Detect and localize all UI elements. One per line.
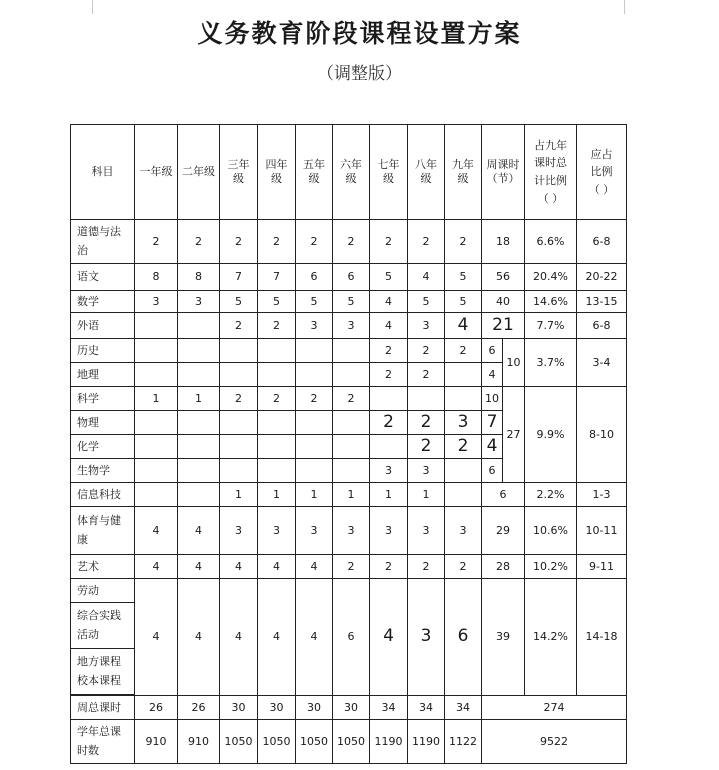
grade-cell: 4 [220,579,258,696]
grade-cell [135,435,178,459]
ratio-cell: 3.7% [525,339,577,387]
range-cell: 9-11 [577,555,627,579]
grade-cell: 26 [178,696,220,720]
subject-cell: 历史 [71,339,135,363]
weekly-total-cell: 40 [482,291,525,313]
grade-cell [333,339,370,363]
grade-cell: 2 [370,411,408,435]
weekly-total-cell: 6 [482,483,525,507]
grade-cell: 2 [220,313,258,339]
grade-cell: 4 [178,579,220,696]
header-cell: 八年 级 [408,125,445,220]
subject-cell: 数学 [71,291,135,313]
grade-cell [135,363,178,387]
grade-cell: 5 [370,264,408,291]
grade-cell: 6 [296,264,333,291]
grade-cell [258,411,296,435]
grade-cell: 5 [445,291,482,313]
weekly-total-cell: 39 [482,579,525,696]
ratio-cell: 2.2% [525,483,577,507]
grade-cell [296,459,333,483]
grade-cell: 3 [296,313,333,339]
grade-cell: 3 [135,291,178,313]
grade-cell: 2 [258,220,296,264]
subject-cell: 艺术 [71,555,135,579]
grade-cell: 3 [333,313,370,339]
subject-cell: 物理 [71,411,135,435]
table-row [71,696,627,720]
grade-cell: 3 [258,507,296,555]
subject-cell: 信息科技 [71,483,135,507]
grade-cell [178,459,220,483]
grade-cell [135,459,178,483]
subject-cell: 语文 [71,264,135,291]
grade-cell: 910 [178,720,220,764]
grade-cell: 34 [370,696,408,720]
range-cell: 14-18 [577,579,627,696]
grade-cell: 2 [445,220,482,264]
header-cell: 一年级 [135,125,178,220]
grade-cell: 3 [370,459,408,483]
grade-cell: 3 [408,313,445,339]
grade-cell: 910 [135,720,178,764]
table-row [71,264,627,291]
grade-cell [333,363,370,387]
grade-cell [296,339,333,363]
grade-cell: 2 [333,555,370,579]
header-cell: 二年级 [178,125,220,220]
grade-cell: 30 [296,696,333,720]
grade-cell: 2 [135,220,178,264]
subject-cell: 地方课程 校本课程 [71,649,135,695]
grade-cell: 4 [296,579,333,696]
grade-cell: 2 [445,435,482,459]
grade-cell [220,435,258,459]
grade-cell: 3 [333,507,370,555]
grade-cell [296,435,333,459]
grade-cell [178,411,220,435]
range-cell: 1-3 [577,483,627,507]
grade-cell: 2 [408,411,445,435]
table-row [71,220,627,264]
grade-cell: 8 [178,264,220,291]
sub-total-cell: 7 [482,411,503,435]
grade-cell: 5 [408,291,445,313]
grade-cell: 4 [135,507,178,555]
grade-cell: 1 [296,483,333,507]
subject-cell: 道德与法 治 [71,220,135,264]
grade-cell [333,435,370,459]
table-row [71,555,627,579]
grade-cell: 30 [220,696,258,720]
grade-cell [258,459,296,483]
grade-cell [135,313,178,339]
grade-cell: 2 [370,220,408,264]
subject-cell: 周总课时 [71,696,135,720]
grade-cell [135,339,178,363]
grade-cell [445,483,482,507]
header-cell: 七年 级 [370,125,408,220]
grade-cell: 2 [220,387,258,411]
grade-cell: 6 [333,264,370,291]
sub-total-cell: 6 [482,339,503,363]
weekly-total-cell: 56 [482,264,525,291]
grade-cell: 5 [445,264,482,291]
grade-cell: 4 [296,555,333,579]
grade-cell [178,313,220,339]
ratio-cell: 9.9% [525,387,577,483]
ratio-cell: 7.7% [525,313,577,339]
header-cell: 九年 级 [445,125,482,220]
range-cell: 6-8 [577,313,627,339]
grade-cell: 4 [178,555,220,579]
header-cell: 五年 级 [296,125,333,220]
grade-cell: 30 [333,696,370,720]
subject-cell: 劳动 [71,579,135,603]
grade-cell: 3 [445,411,482,435]
subject-cell: 地理 [71,363,135,387]
header-cell: 四年 级 [258,125,296,220]
grade-cell [220,363,258,387]
grade-cell [135,411,178,435]
grade-cell: 2 [408,363,445,387]
grade-cell: 4 [135,555,178,579]
ratio-cell: 10.6% [525,507,577,555]
grade-cell: 4 [220,555,258,579]
grade-cell: 2 [370,555,408,579]
grade-cell: 30 [258,696,296,720]
grade-cell: 34 [445,696,482,720]
grade-cell: 3 [370,507,408,555]
grade-cell: 2 [296,387,333,411]
range-cell: 3-4 [577,339,627,387]
grade-cell [178,363,220,387]
grade-cell: 7 [258,264,296,291]
grade-cell: 4 [178,507,220,555]
grade-cell: 5 [333,291,370,313]
group-total-cell: 27 [503,387,525,483]
range-cell: 8-10 [577,387,627,483]
subject-cell: 化学 [71,435,135,459]
grade-cell [370,387,408,411]
grade-cell [408,387,445,411]
weekly-total-cell: 29 [482,507,525,555]
grade-cell: 1 [408,483,445,507]
range-cell: 20-22 [577,264,627,291]
grade-cell: 3 [408,507,445,555]
grade-cell: 5 [258,291,296,313]
page-title: 义务教育阶段课程设置方案 [197,19,522,48]
grade-cell: 8 [135,264,178,291]
grade-cell: 5 [296,291,333,313]
subject-cell: 体育与健 康 [71,507,135,555]
grade-cell: 2 [370,339,408,363]
grade-cell: 4 [135,579,178,696]
weekly-total-cell: 28 [482,555,525,579]
subject-cell: 综合实践 活动 [71,603,135,649]
grade-cell [333,411,370,435]
table-row [71,507,627,555]
grade-cell: 2 [178,220,220,264]
grand-total-cell: 9522 [482,720,627,764]
weekly-total-cell: 18 [482,220,525,264]
grade-cell: 1050 [258,720,296,764]
grade-cell: 6 [333,579,370,696]
ratio-cell: 6.6% [525,220,577,264]
grade-cell [220,339,258,363]
grade-cell: 4 [408,264,445,291]
grade-cell: 2 [408,220,445,264]
grade-cell: 2 [445,339,482,363]
grade-cell [296,363,333,387]
table-row [71,387,627,411]
grand-total-cell: 274 [482,696,627,720]
grade-cell: 2 [258,387,296,411]
grade-cell [178,435,220,459]
grade-cell: 1 [135,387,178,411]
grade-cell [178,339,220,363]
grade-cell: 1050 [220,720,258,764]
grade-cell [178,483,220,507]
table-row [71,483,627,507]
grade-cell: 1 [220,483,258,507]
ratio-cell: 10.2% [525,555,577,579]
sub-total-cell: 4 [482,363,503,387]
grade-cell: 2 [296,220,333,264]
page-edge-mark-right [624,0,625,14]
grade-cell [258,339,296,363]
grade-cell: 1122 [445,720,482,764]
subject-cell: 外语 [71,313,135,339]
grade-cell: 1 [333,483,370,507]
grade-cell: 4 [370,579,408,696]
range-cell: 13-15 [577,291,627,313]
grade-cell [296,411,333,435]
grade-cell: 2 [258,313,296,339]
grade-cell [370,435,408,459]
grade-cell: 4 [370,291,408,313]
grade-cell: 2 [408,339,445,363]
grade-cell: 2 [333,387,370,411]
grade-cell: 3 [178,291,220,313]
grade-cell [445,363,482,387]
page-subtitle: （调整版） [317,64,402,84]
ratio-cell: 20.4% [525,264,577,291]
grade-cell: 2 [445,555,482,579]
subject-cell: 学年总课 时数 [71,720,135,764]
sub-total-cell: 6 [482,459,503,483]
header-cell: 应占 比例 （ ） [577,125,627,220]
grade-cell [258,435,296,459]
grade-cell: 4 [258,579,296,696]
ratio-cell: 14.6% [525,291,577,313]
grade-cell: 4 [258,555,296,579]
grade-cell: 1190 [370,720,408,764]
grade-cell: 6 [445,579,482,696]
sub-total-cell: 4 [482,435,503,459]
grade-cell: 4 [370,313,408,339]
grade-cell: 2 [408,435,445,459]
grade-cell: 1050 [296,720,333,764]
grade-cell: 1050 [333,720,370,764]
range-cell: 6-8 [577,220,627,264]
ratio-cell: 14.2% [525,579,577,696]
grade-cell [445,387,482,411]
table-row [71,291,627,313]
grade-cell: 3 [408,579,445,696]
page-edge-mark-left [92,0,93,14]
grade-cell: 3 [445,507,482,555]
grade-cell [220,411,258,435]
grade-cell: 1 [258,483,296,507]
grade-cell [220,459,258,483]
grade-cell: 1 [178,387,220,411]
grade-cell: 1190 [408,720,445,764]
header-cell: 六年 级 [333,125,370,220]
grade-cell [135,483,178,507]
table-row [71,339,627,363]
weekly-total-cell: 21 [482,313,525,339]
grade-cell: 3 [408,459,445,483]
grade-cell: 2 [408,555,445,579]
grade-cell: 2 [220,220,258,264]
grade-cell [445,459,482,483]
grade-cell: 1 [370,483,408,507]
header-cell: 占九年 课时总 计比例 （ ） [525,125,577,220]
subject-cell: 生物学 [71,459,135,483]
curriculum-table [70,124,627,764]
header-cell: 科目 [71,125,135,220]
grade-cell: 4 [445,313,482,339]
grade-cell: 3 [220,507,258,555]
grade-cell: 7 [220,264,258,291]
grade-cell: 2 [370,363,408,387]
grade-cell: 26 [135,696,178,720]
header-cell: 周课时 （节） [482,125,525,220]
range-cell: 10-11 [577,507,627,555]
grade-cell [333,459,370,483]
grade-cell: 34 [408,696,445,720]
table-row [71,720,627,764]
header-row [71,125,627,220]
subject-cell: 科学 [71,387,135,411]
sub-total-cell: 10 [482,387,503,411]
grade-cell [258,363,296,387]
group-total-cell: 10 [503,339,525,387]
grade-cell: 2 [333,220,370,264]
grade-cell: 3 [296,507,333,555]
header-cell: 三年 级 [220,125,258,220]
table-row [71,579,627,603]
grade-cell: 5 [220,291,258,313]
table-row [71,313,627,339]
